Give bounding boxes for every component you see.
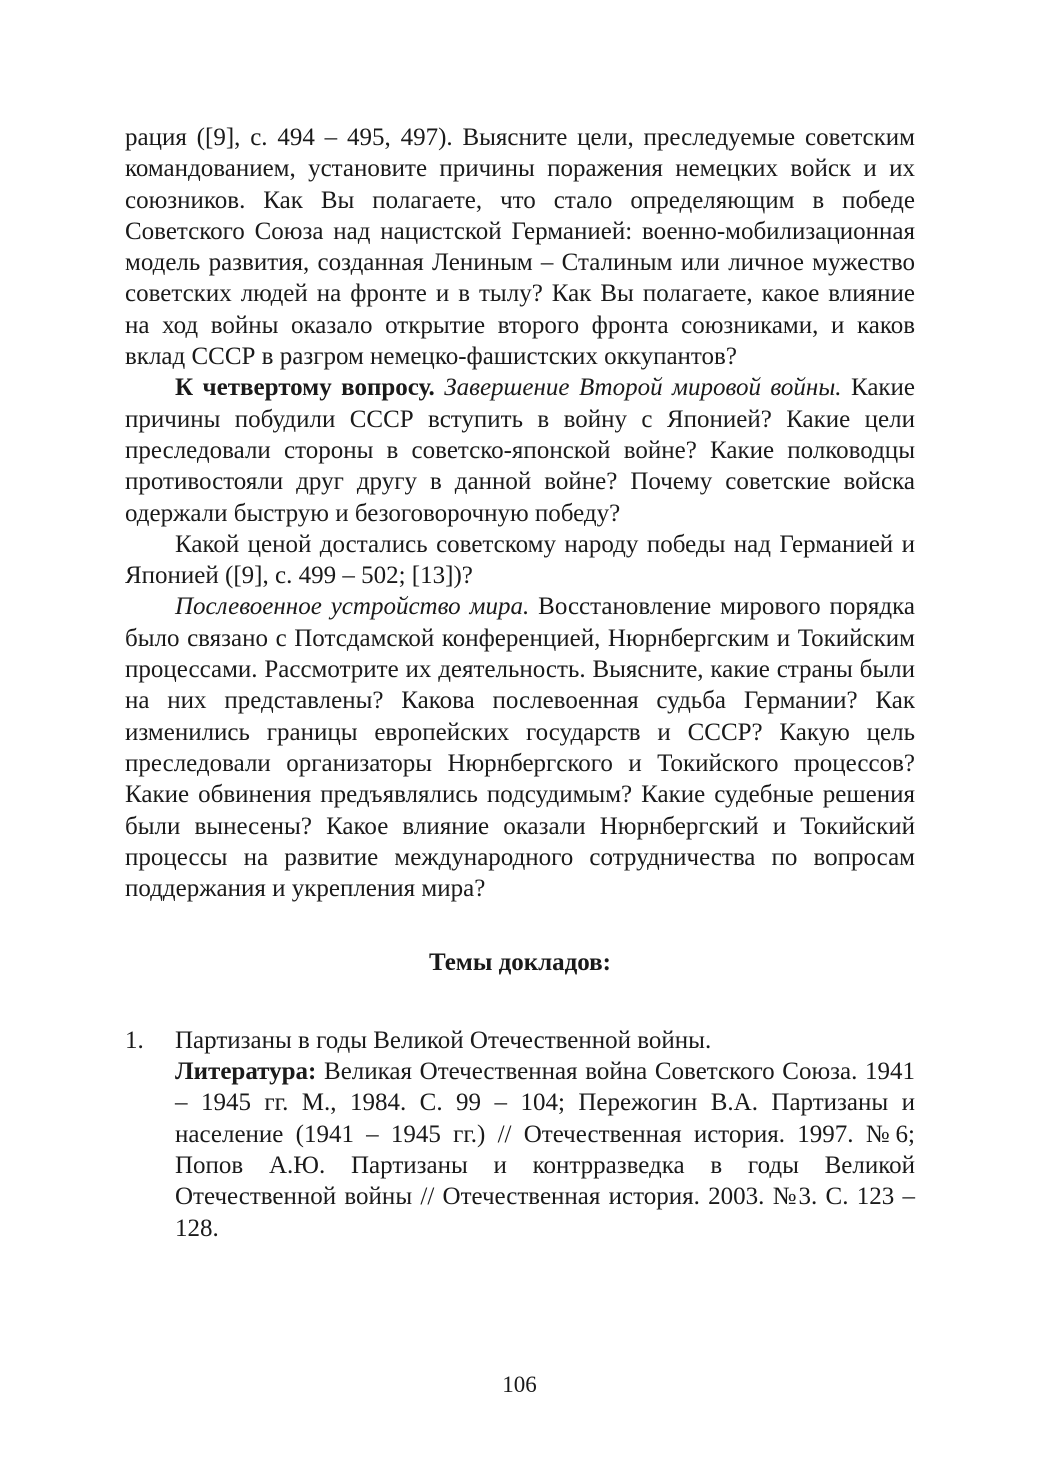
literature-label: Литература: (175, 1058, 317, 1086)
section-heading: Темы докладов: (428, 949, 612, 977)
postwar-text: Восстановление мирового порядка было связано с Потсдамской конференцией, Нюрнбергским и Токийским процессами. Рассмотрите их деятельность. Выясните, какие страны были на них представлены? Какова послевоенная судьба Германии? Как изменились границы европейских государств и СССР? Какую цель преследовали организаторы Нюрнбергского и Токийского процессов? Какие обвинения предъявлялись подсудимым? Какие судебные решения были вынесены? Какое влияние оказали Нюрнбергский и Токийский процессы на развитие международного сотрудничества по вопросам поддержания и укрепления мира? (125, 593, 915, 903)
topic-literature (175, 1056, 915, 1244)
page-content (125, 122, 915, 1244)
literature-text: Великая Отечественная война Советского Союза. 1941 – 1945 гг. М., 1984. С. 99 – 104; Пережогин В.А. Партизаны и население (1941 – 1945 гг.) // Отечественная история. 1997. №6; Попов А.Ю. Партизаны и контрразведка в годы Великой Отечественной войны // Отечественная история. 2003. №3. С. 123 – 128. (175, 1058, 916, 1242)
paragraph-cost-of-victory: Какой ценой достались советскому народу победы над Германией и Японией ([9], с. 499 – 502; [13])? (125, 530, 915, 590)
topic-number: 1. (125, 1026, 144, 1054)
page-number: 106 (502, 1372, 537, 1397)
question-lead: К четвертому вопросу. (175, 374, 435, 402)
topic-item (125, 1025, 915, 1244)
paragraph-continuation: рация ([9], с. 494 – 495, 497). Выясните цели, преследуемые советским командованием, установите причины поражения немецких войск и их союзников. Как Вы полагаете, что стало определяющим в победе Советского Союза над нацистской Германией: военно-мобилизационная модель развития, созданная Лениным – Сталиным или личное мужество советских людей на фронте и в тылу? Как Вы полагаете, какое влияние на ход войны оказало открытие второго фронта союзниками, и каков вклад СССР в разгром немецко-фашистских оккупантов? (125, 124, 915, 371)
question-text: Какие причины побудили СССР вступить в войну с Японией? Какие цели преследовали стороны в советско-японской войне? Какие полководцы противостояли друг другу в данной войне? Почему советские войска одержали быструю и безоговорочную победу? (125, 374, 916, 527)
paragraph-postwar-order (125, 591, 915, 904)
question-topic: Завершение Второй мировой войны. (444, 374, 842, 402)
topic-title: Партизаны в годы Великой Отечественной войны. (175, 1026, 712, 1054)
postwar-topic: Послевоенное устройство мира. (175, 593, 530, 621)
paragraph-fourth-question (125, 372, 915, 528)
